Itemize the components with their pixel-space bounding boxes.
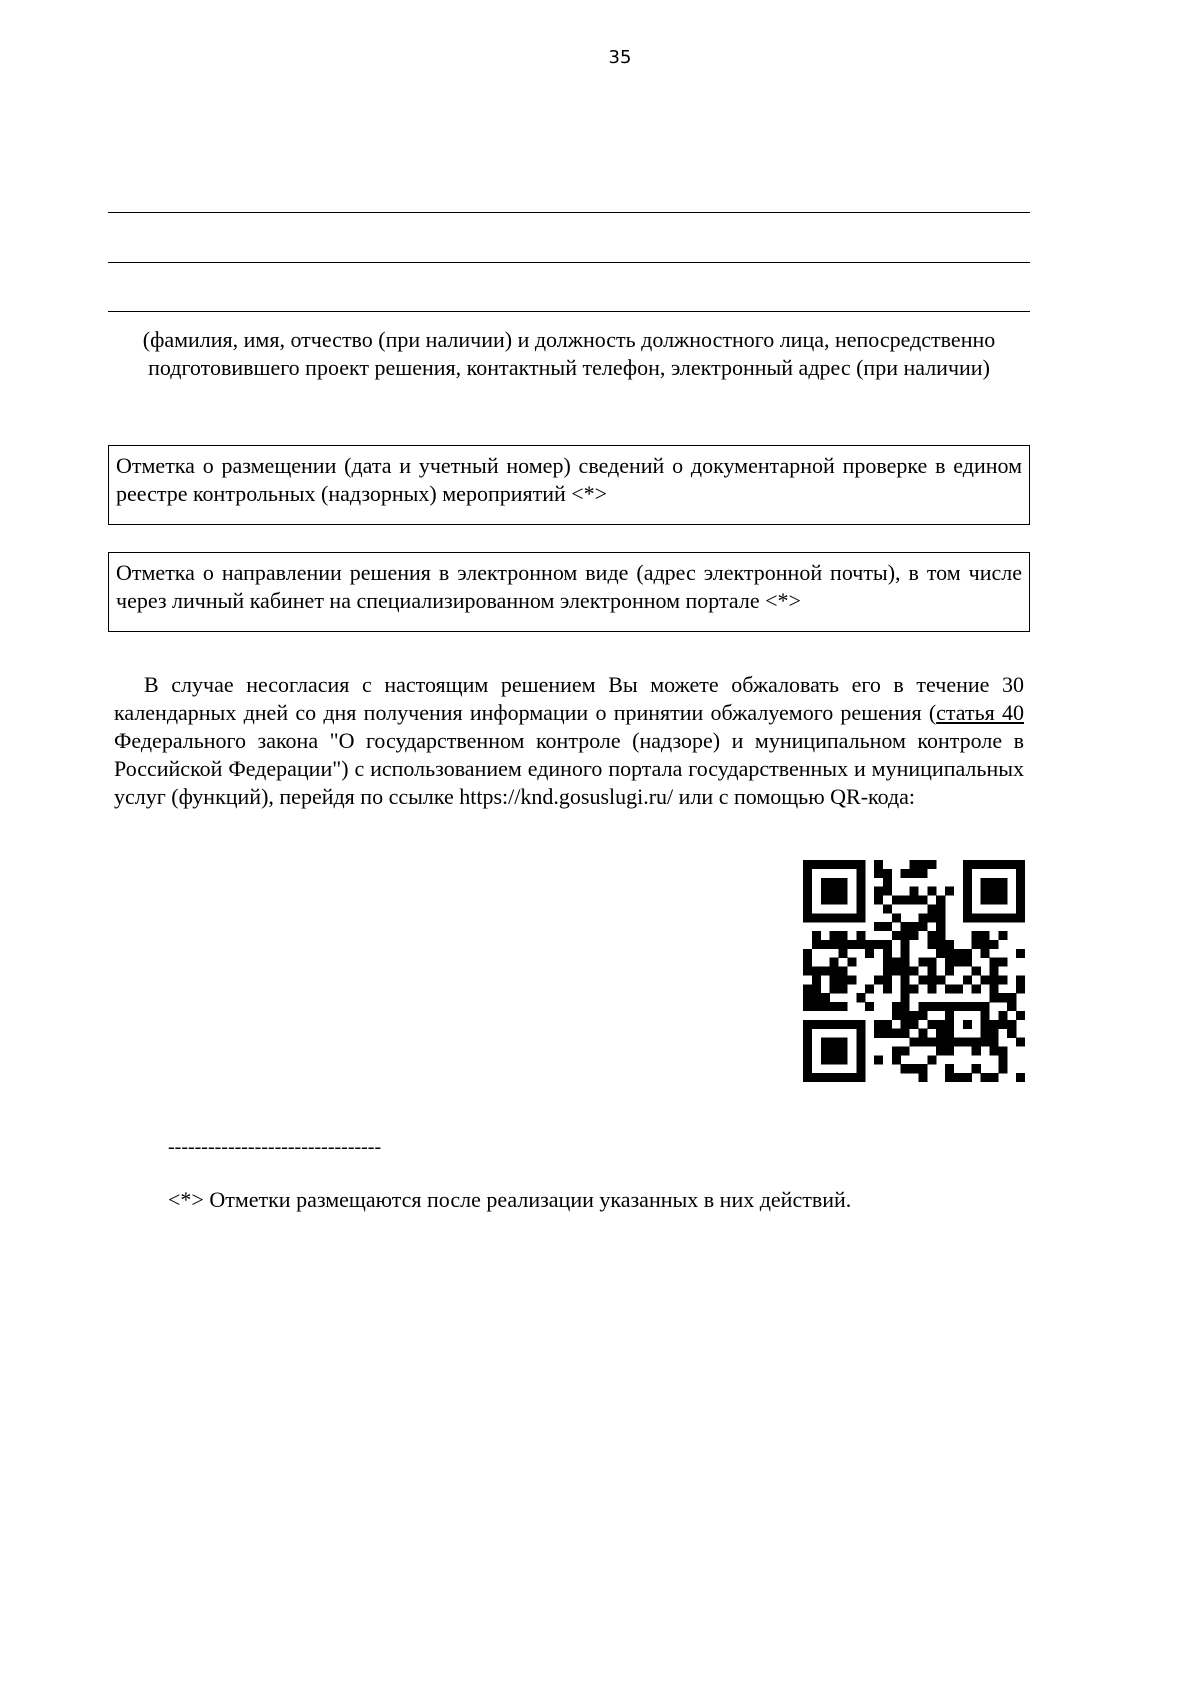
appeal-text-start: В случае несогласия с настоящим решением Вы можете обжаловать его в течение 30 календарных дней со дня получения информации о принятии обжалуемого решения ( bbox=[114, 672, 1024, 725]
footnote-text: <*> Отметки размещаются после реализации указанных в них действий. bbox=[168, 1187, 852, 1212]
signature-line-3 bbox=[108, 311, 1030, 312]
qr-code-icon bbox=[803, 860, 1025, 1082]
registry-mark-box bbox=[108, 445, 1030, 525]
sending-mark-text: Отметка о направлении решения в электронном виде (адрес электронной почты), в том числе через личный кабинет на специализированном электронном портале <*> bbox=[116, 560, 1022, 613]
sending-mark-box bbox=[108, 552, 1030, 632]
signature-line-2 bbox=[108, 262, 1030, 263]
appeal-text-end: Федерального закона "О государственном контроле (надзоре) и муниципальном контроле в Российской Федерации") с использованием единого портала государственных и муниципальных услуг (функций), перейдя по ссылке https://knd.gosuslugi.ru/ или с помощью QR-кода: bbox=[114, 728, 1024, 809]
law-article-link[interactable]: статья 40 bbox=[936, 700, 1024, 725]
footnote-separator: -------------------------------- bbox=[168, 1136, 382, 1158]
registry-mark-text: Отметка о размещении (дата и учетный номер) сведений о документарной проверке в едином реестре контрольных (надзорных) мероприятий <*> bbox=[116, 453, 1022, 506]
appeal-paragraph bbox=[114, 671, 1024, 811]
page-number: 35 bbox=[608, 47, 632, 68]
signature-caption: (фамилия, имя, отчество (при наличии) и должность должностного лица, непосредственно подготовившего проект решения, контактный телефон, электронный адрес (при наличии) bbox=[142, 327, 996, 380]
signature-line-1 bbox=[108, 212, 1030, 213]
